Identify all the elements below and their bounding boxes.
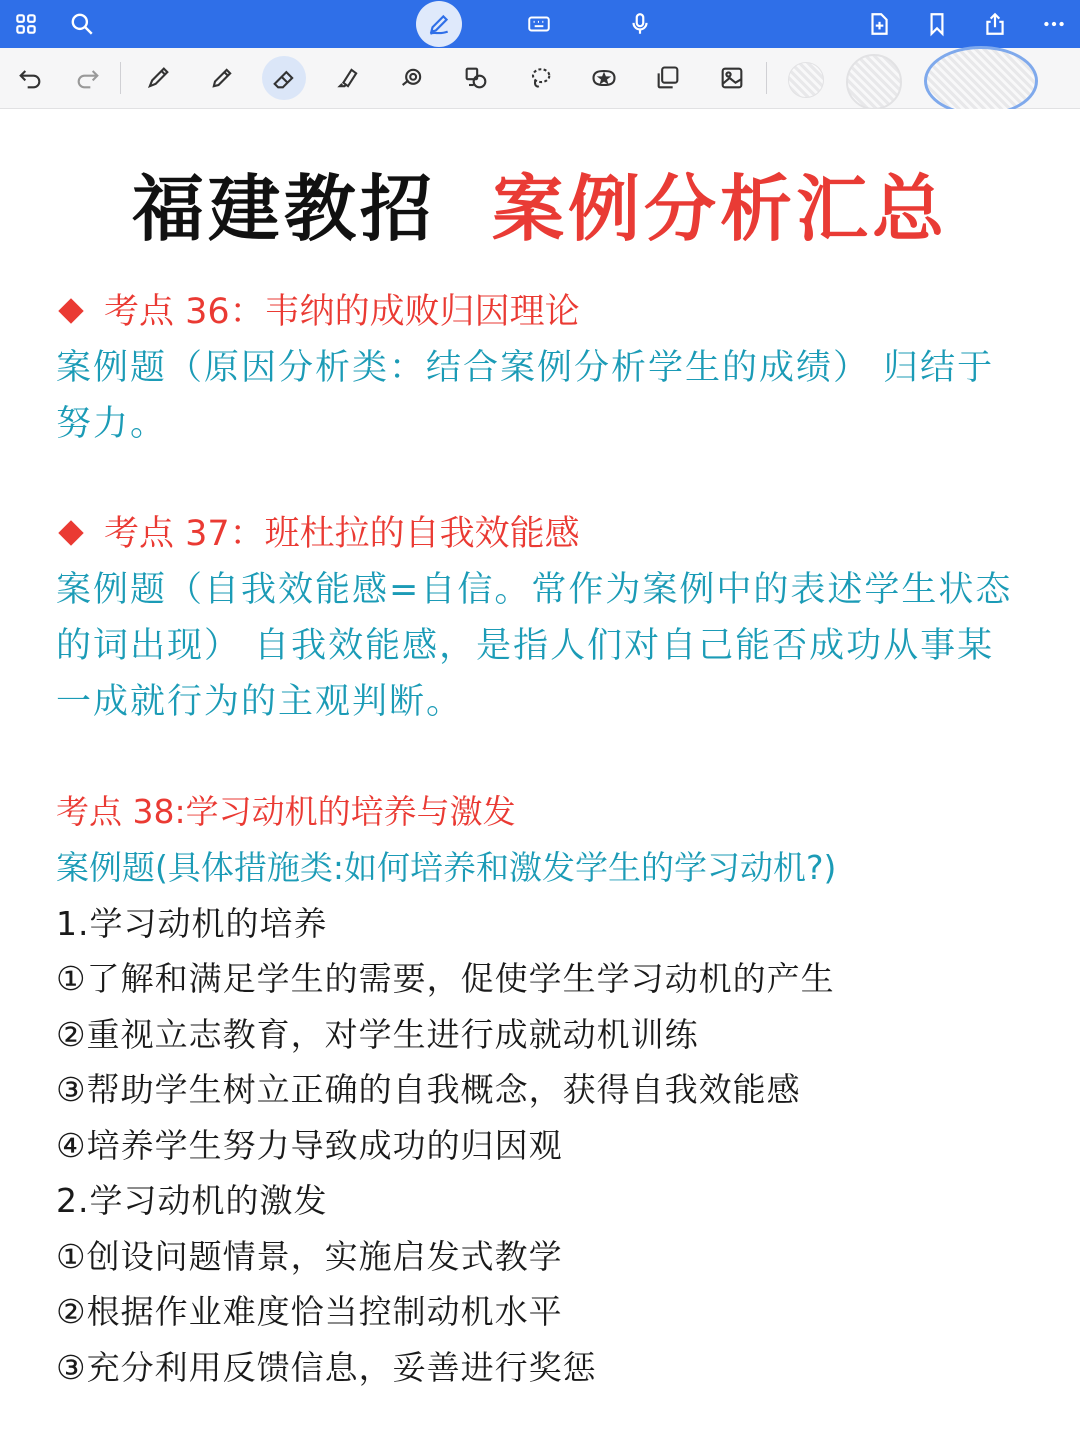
fountain-pen-icon[interactable] (136, 56, 180, 100)
toolbar-divider (766, 62, 767, 94)
redo-icon[interactable] (66, 56, 110, 100)
list-item: ③充分利用反馈信息，妥善进行奖惩 (56, 1348, 597, 1387)
list-item: ②重视立志教育，对学生进行成就动机训练 (56, 1015, 699, 1054)
drawing-toolbar (0, 48, 1080, 109)
diamond-bullet-icon (58, 298, 83, 323)
list-item: 1.学习动机的培养 (56, 904, 328, 943)
section-body-36: 案例题（原因分析类：结合案例分析学生的成绩） 归结于努力。 (56, 348, 995, 444)
eraser-icon[interactable] (262, 56, 306, 100)
section-body-37: 案例题（自我效能感=自信。常作为案例中的表述学生状态的词出现） 自我效能感，是指人们对自己能否成功从事某一成就行为的主观判断。 (56, 570, 1013, 722)
more-icon[interactable] (1030, 0, 1078, 48)
title-red: 案例分析汇总 (492, 167, 949, 251)
shape-icon[interactable] (390, 56, 434, 100)
add-page-icon[interactable] (855, 0, 903, 48)
app-top-bar (0, 0, 1080, 48)
pen-mode-icon[interactable] (416, 1, 462, 47)
section-heading-text: 考点 37：班杜拉的自我效能感 (104, 514, 580, 554)
diamond-bullet-icon (58, 520, 83, 545)
note-page[interactable] (0, 109, 1080, 1443)
list-item: ④培养学生努力导致成功的归因观 (56, 1126, 563, 1165)
section-heading-text: 考点 36：韦纳的成败归因理论 (104, 292, 580, 332)
section-subtitle-38: 案例题(具体措施类:如何培养和激发学生的学习动机?) (56, 848, 837, 887)
title-black: 福建教招 (131, 167, 436, 251)
microphone-icon[interactable] (616, 0, 664, 48)
page-title (0, 169, 1080, 249)
image-icon[interactable] (710, 56, 754, 100)
share-icon[interactable] (971, 0, 1019, 48)
toolbar-divider (120, 62, 121, 94)
section-heading-36 (56, 290, 580, 334)
list-item: ③帮助学生树立正确的自我概念，获得自我效能感 (56, 1070, 801, 1109)
section-heading-38: 考点 38:学习动机的培养与激发 (56, 792, 516, 831)
highlighter-icon[interactable] (326, 56, 370, 100)
lasso-icon[interactable] (518, 56, 562, 100)
list-item: ②根据作业难度恰当控制动机水平 (56, 1292, 563, 1331)
list-item: 2.学习动机的激发 (56, 1181, 328, 1220)
section-heading-37 (56, 512, 580, 556)
keyboard-icon[interactable] (515, 0, 563, 48)
list-item: ①创设问题情景，实施启发式教学 (56, 1237, 563, 1276)
color-swatch-medium[interactable] (846, 54, 902, 110)
list-item: ①了解和满足学生的需要，促使学生学习动机的产生 (56, 959, 835, 998)
color-swatch-large-selected[interactable] (924, 46, 1038, 116)
color-swatch-small[interactable] (788, 62, 824, 98)
sticker-icon[interactable] (582, 56, 626, 100)
search-icon[interactable] (58, 0, 106, 48)
undo-icon[interactable] (8, 56, 52, 100)
sticky-note-icon[interactable] (646, 56, 690, 100)
grid-icon[interactable] (2, 0, 50, 48)
bookmark-icon[interactable] (913, 0, 961, 48)
text-tool-icon[interactable] (454, 56, 498, 100)
pencil-icon[interactable] (200, 56, 244, 100)
